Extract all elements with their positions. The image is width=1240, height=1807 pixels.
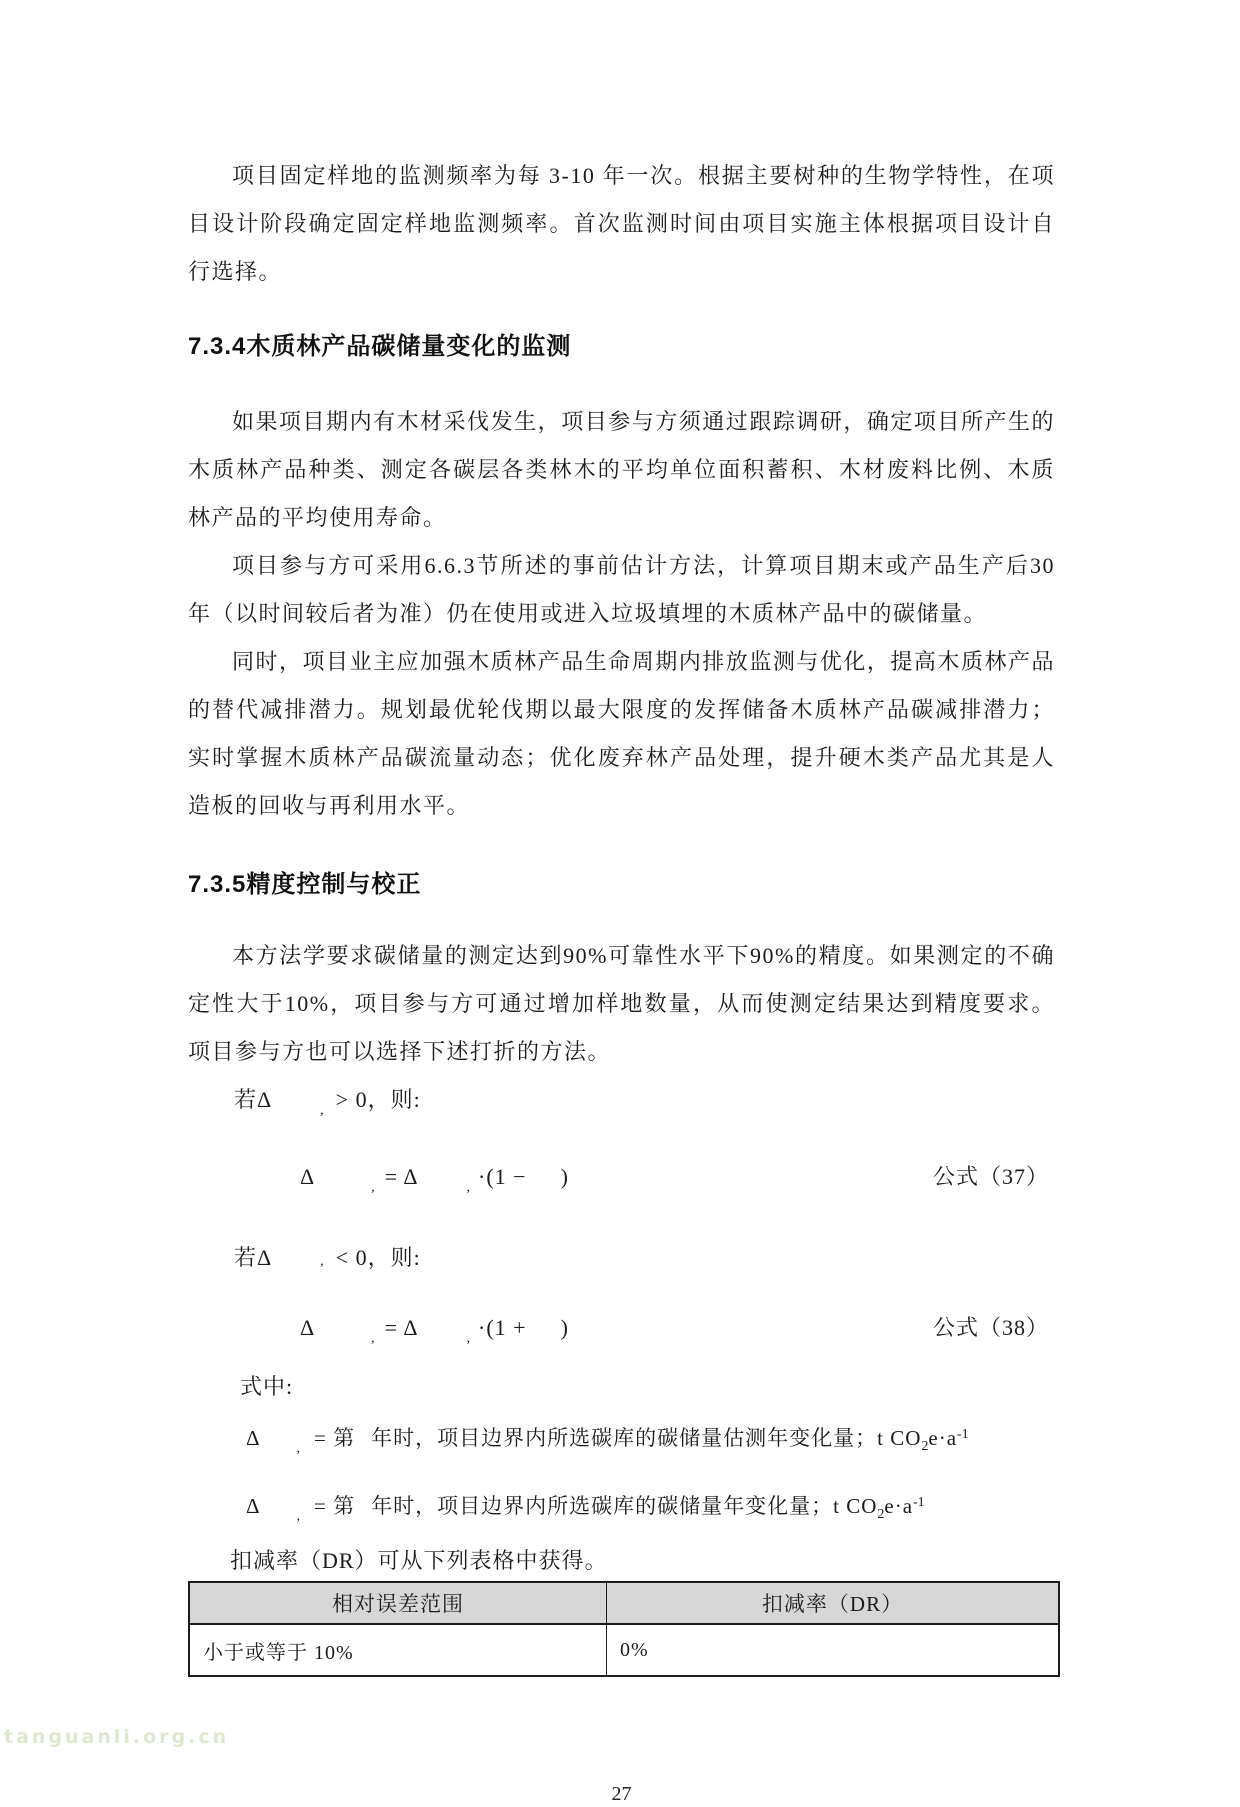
deduction-rate-note: 扣减率（DR）可从下列表格中获得。 <box>230 1548 608 1573</box>
equation-38-label: 公式（38） <box>932 1315 1049 1340</box>
equation-37: Δ $_,$ = Δ $_,$ ·(1 − ) <box>300 1164 569 1195</box>
table-cell-error-range: 小于或等于 10% <box>189 1624 607 1676</box>
section-heading-7-3-4: 7.3.4木质林产品碳储量变化的监测 <box>188 333 572 360</box>
missing-subscript-gap <box>419 1334 467 1335</box>
missing-variable-gap <box>355 1512 371 1513</box>
condition-lead: 若Δ <box>234 1087 273 1112</box>
paragraph-precision-requirement: 本方法学要求碳储量的测定达到90%可靠性水平下90%的精度。如果测定的不确定性大于10%，项目参与方可通过增加样地数量，从而使测定结果达到精度要求。项目参与方也可以选择下述打折的方法。 <box>188 943 1055 1064</box>
subscript-comma: , <box>320 1254 324 1269</box>
deduction-rate-table <box>188 1581 1060 1677</box>
missing-subscript-gap <box>261 1512 297 1513</box>
paragraph-lifecycle-optimization: 同时，项目业主应加强木质林产品生命周期内排放监测与优化，提高木质林产品的替代减排潜力。规划最优轮伐期以最大限度的发挥储备木质林产品碳减排潜力；实时掌握木质林产品碳流量动态；优化废弃林产品处理，提升硬木类产品尤其是人造板的回收与再利用水平。 <box>188 649 1055 818</box>
section-heading-7-3-5: 7.3.5精度控制与校正 <box>188 871 422 898</box>
missing-subscript-gap <box>272 1106 320 1107</box>
unit: t $CO_2e\cdot a^{-1}$ <box>877 1426 969 1454</box>
watermark-text: tanguanli.org.cn <box>4 1726 230 1748</box>
missing-subscript-gap <box>272 1264 320 1265</box>
condition-lead: 若Δ <box>234 1245 273 1270</box>
condition-line-negative <box>234 1234 1055 1286</box>
missing-subscript-gap <box>419 1183 467 1184</box>
table-row <box>189 1624 1059 1676</box>
definition-estimated-change: Δ $_,$ = 第 年时，项目边界内所选碳库的碳储量估测年变化量；t $CO_2e\cdot a^{-1}$ <box>246 1426 969 1456</box>
equation-38-row <box>188 1304 1055 1363</box>
table-header-deduction-rate: 扣减率（DR） <box>607 1582 1060 1624</box>
table-header-relative-error: 相对误差范围 <box>189 1582 607 1624</box>
subscript-comma: , <box>320 1103 324 1118</box>
where-label: 式中: <box>240 1374 294 1399</box>
condition-tail: > 0，则: <box>335 1087 421 1112</box>
subscript-comma: , <box>371 1331 375 1346</box>
condition-tail: < 0，则: <box>335 1245 421 1270</box>
page-number: 27 <box>611 1783 632 1805</box>
paragraph-ex-ante-estimation: 项目参与方可采用6.6.3节所述的事前估计方法，计算项目期末或产品生产后30 年（以时间较后者为准）仍在使用或进入垃圾填埋的木质林产品中的碳储量。 <box>188 553 1055 626</box>
table-cell-dr-value: 0% <box>607 1624 1060 1676</box>
definition-annual-change: Δ $_,$ = 第 年时，项目边界内所选碳库的碳储量年变化量；t $CO_2e\cdot a^{-1}$ <box>246 1494 925 1524</box>
table-header-row <box>189 1582 1059 1624</box>
missing-variable-gap <box>355 1444 371 1445</box>
condition-line-positive <box>234 1076 1055 1135</box>
missing-subscript-gap <box>261 1444 297 1445</box>
paragraph-monitoring-frequency: 项目固定样地的监测频率为每 3-10 年一次。根据主要树种的生物学特性，在项目设计阶段确定固定样地监测频率。首次监测时间由项目实施主体根据项目设计自行选择。 <box>188 163 1055 284</box>
subscript-comma: , <box>371 1180 375 1195</box>
subscript-comma: , <box>466 1331 470 1346</box>
missing-term-gap <box>527 1183 561 1184</box>
subscript-comma: , <box>296 1441 301 1456</box>
subscript-comma: , <box>466 1180 470 1195</box>
missing-subscript-gap <box>315 1183 371 1184</box>
equation-37-row <box>188 1153 1055 1212</box>
paragraph-harvest-tracking: 如果项目期内有木材采伐发生，项目参与方须通过跟踪调研，确定项目所产生的木质林产品种类、测定各碳层各类林木的平均单位面积蓄积、木材废料比例、木质林产品的平均使用寿命。 <box>188 409 1055 530</box>
subscript-comma: , <box>296 1509 301 1524</box>
missing-term-gap <box>527 1334 561 1335</box>
equation-38: Δ $_,$ = Δ $_,$ ·(1 + ) <box>300 1315 569 1346</box>
missing-subscript-gap <box>315 1334 371 1335</box>
unit: t $CO_2e\cdot a^{-1}$ <box>833 1494 925 1522</box>
equation-37-label: 公式（37） <box>932 1164 1049 1189</box>
